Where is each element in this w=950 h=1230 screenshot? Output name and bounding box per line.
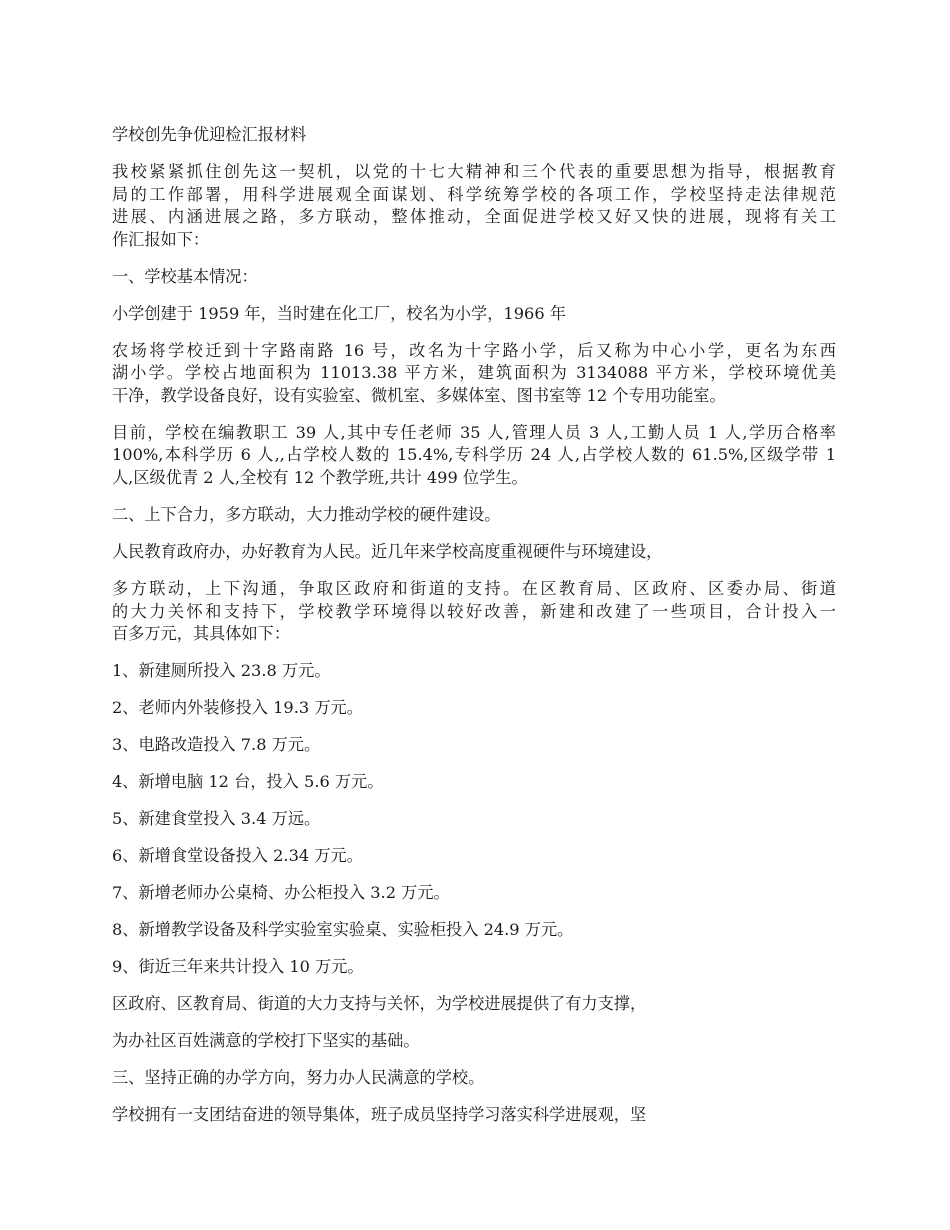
paragraph-line: 7、新增老师办公桌椅、办公柜投入 3.2 万元。 [112,883,450,903]
paragraph-line: 农场将学校迁到十字路南路 16 号，改名为十字路小学，后又称为中心小学，更名为东西 [112,340,836,360]
paragraph-line: 1、新建厕所投入 23.8 万元。 [112,661,331,681]
document-paragraph [112,1030,836,1053]
paragraph-line: 三、坚持正确的办学方向，努力办人民满意的学校。 [112,1068,485,1088]
document-paragraph [112,808,836,831]
paragraph-line: 的大力关怀和支持下，学校教学环境得以较好改善，新建和改建了一些项目，合计投入一 [112,601,836,621]
document-paragraph [112,697,836,720]
paragraph-line: 作汇报如下： [112,229,210,249]
document-paragraph [112,340,836,408]
paragraph-line: 人民教育政府办，办好教育为人民。近几年来学校高度重视硬件与环境建设， [112,542,663,562]
document-title: 学校创先争优迎检汇报材料 [112,125,307,144]
paragraph-line: 进展、内涵进展之路，多方联动，整体推动，全面促进学校又好又快的进展，现将有关工 [112,207,836,227]
document-paragraph [112,845,836,868]
document-paragraph [112,504,836,527]
document-paragraph [112,541,836,564]
document-paragraph [112,422,836,490]
document-paragraph [112,919,836,942]
document-paragraph [112,303,836,326]
paragraph-line: 学校拥有一支团结奋进的领导集体，班子成员坚持学习落实科学进展观，坚 [112,1105,647,1125]
document-paragraph [112,734,836,757]
document-paragraph [112,660,836,683]
paragraph-line: 100%,本科学历 6 人,,占学校人数的 15.4%,专科学历 24 人,占学校人数的 61.5%,区级学带 1 [112,445,836,465]
document-paragraph [112,578,836,646]
document-page [112,124,836,1141]
document-paragraph [112,956,836,979]
paragraph-line: 小学创建于 1959 年，当时建在化工厂，校名为小学，1966 年 [112,303,566,323]
paragraph-line: 湖小学。学校占地面积为 11013.38 平方米，建筑面积为 3134088 平方米，学校环境优美 [112,363,836,383]
paragraph-line: 目前，学校在编教职工 39 人,其中专任老师 35 人,管理人员 3 人,工勤人员 1 人,学历合格率 [112,422,836,442]
paragraph-line: 2、老师内外装修投入 19.3 万元。 [112,698,363,718]
paragraph-line: 6、新增食堂设备投入 2.34 万元。 [112,846,363,866]
document-paragraph [112,882,836,905]
paragraph-line: 3、电路改造投入 7.8 万元。 [112,735,321,755]
paragraph-line: 我校紧紧抓住创先这一契机，以党的十七大精神和三个代表的重要思想为指导，根据教育 [112,161,836,181]
document-paragraph [112,771,836,794]
paragraph-line: 干净，教学设备良好，设有实验室、微机室、多媒体室、图书室等 12 个专用功能室。 [112,385,726,405]
document-paragraph [112,993,836,1016]
paragraph-line: 9、街近三年来共计投入 10 万元。 [112,957,364,977]
document-paragraph [112,1104,836,1127]
paragraph-line: 一、学校基本情况： [112,266,258,286]
paragraph-line: 4、新增电脑 12 台，投入 5.6 万元。 [112,772,384,792]
paragraph-line: 二、上下合力，多方联动，大力推动学校的硬件建设。 [112,505,501,525]
document-paragraph [112,1067,836,1090]
document-paragraph [112,266,836,289]
paragraph-line: 8、新增教学设备及科学实验室实验桌、实验柜投入 24.9 万元。 [112,920,574,940]
paragraph-line: 人,区级优青 2 人,全校有 12 个教学班,共计 499 位学生。 [112,468,528,488]
paragraph-line: 为办社区百姓满意的学校打下坚实的基础。 [112,1031,420,1051]
document-body [112,161,836,1127]
paragraph-line: 百多万元，其具体如下： [112,624,291,644]
document-paragraph [112,161,836,251]
paragraph-line: 多方联动，上下沟通，争取区政府和街道的支持。在区教育局、区政府、区委办局、街道 [112,579,836,599]
paragraph-line: 局的工作部署，用科学进展观全面谋划、科学统筹学校的各项工作，学校坚持走法律规范 [112,184,836,204]
paragraph-line: 区政府、区教育局、街道的大力支持与关怀，为学校进展提供了有力支撑， [112,994,647,1014]
paragraph-line: 5、新建食堂投入 3.4 万远。 [112,809,321,829]
